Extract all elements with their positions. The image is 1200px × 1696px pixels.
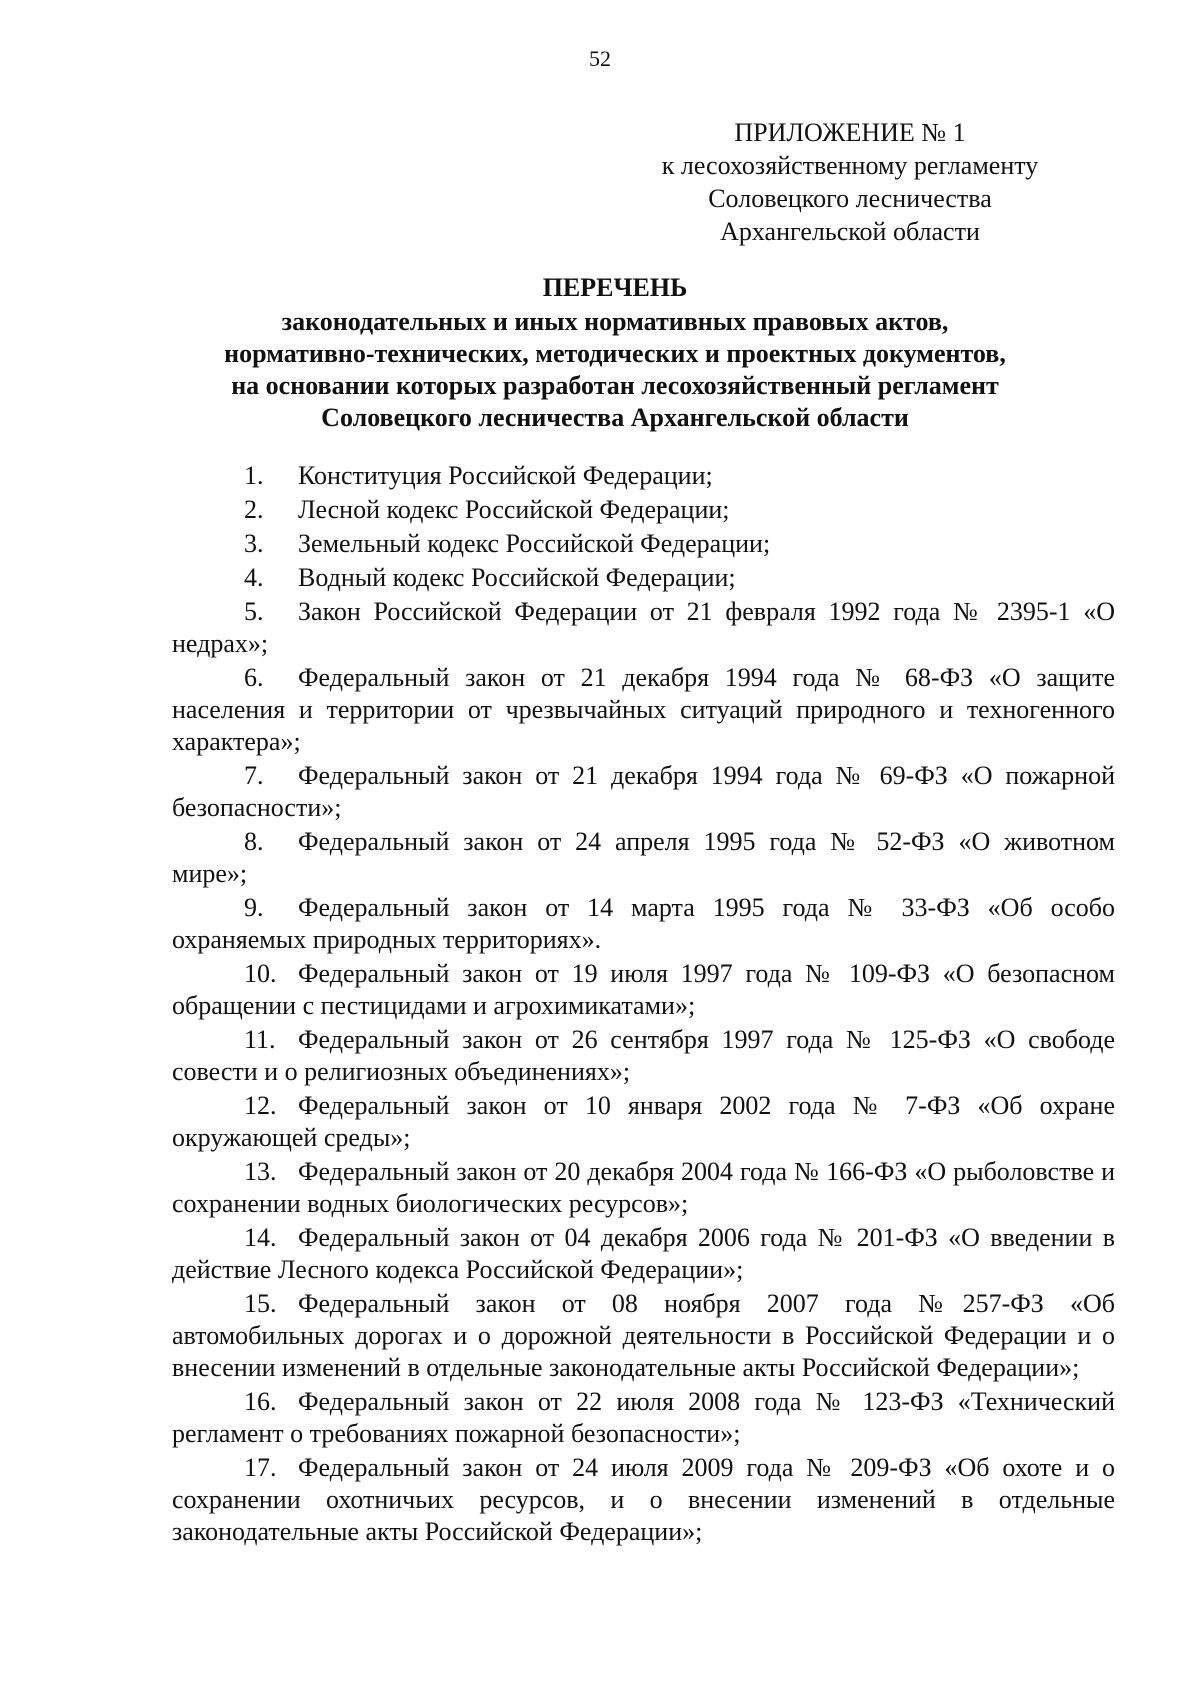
heading-line: нормативно-технических, методических и проектных документов, bbox=[224, 339, 1006, 368]
item-text: Федеральный закон от 21 декабря 1994 года № 69-ФЗ «О пожарной безопасности»; bbox=[172, 761, 1115, 822]
list-item bbox=[172, 1288, 1115, 1384]
item-text: Закон Российской Федерации от 21 февраля 1992 года № 2395-1 «О недрах»; bbox=[172, 597, 1115, 658]
appendix-line: Архангельской области bbox=[720, 217, 980, 246]
list-item bbox=[172, 1452, 1115, 1548]
item-number: 13. bbox=[244, 1157, 277, 1186]
item-text: Федеральный закон от 24 июля 2009 года № 209-ФЗ «Об охоте и о сохранении охотничьих ресурсов, и о внесении изменений в отдельные законодательные акты Российской Федерации»; bbox=[172, 1453, 1115, 1546]
list-item bbox=[172, 662, 1115, 758]
item-number: 4. bbox=[244, 563, 264, 592]
heading-line: на основании которых разработан лесохозяйственный регламент bbox=[231, 371, 999, 400]
legal-acts-list bbox=[172, 460, 1115, 1550]
item-text: Федеральный закон от 19 июля 1997 года № 109-ФЗ «О безопасном обращении с пестицидами и агрохимикатами»; bbox=[172, 959, 1115, 1020]
list-item bbox=[172, 596, 1115, 660]
list-item bbox=[172, 460, 1115, 492]
heading-title: ПЕРЕЧЕНЬ bbox=[542, 273, 688, 302]
item-number: 10. bbox=[244, 959, 277, 988]
item-text: Земельный кодекс Российской Федерации; bbox=[298, 529, 771, 558]
item-text: Федеральный закон от 08 ноября 2007 года №257-ФЗ «Об автомобильных дорогах и о дорожной деятельности в Российской Федерации и о внесении изменений в отдельные законодательные акты Российской Федерации»; bbox=[172, 1289, 1115, 1382]
item-text: Федеральный закон от 22 июля 2008 года № 123-ФЗ «Технический регламент о требованиях пожарной безопасности»; bbox=[172, 1387, 1115, 1448]
appendix-line: Соловецкого лесничества bbox=[708, 184, 992, 213]
item-text: Федеральный закон от 04 декабря 2006 года № 201-ФЗ «О введении в действие Лесного кодекса Российской Федерации»; bbox=[172, 1223, 1115, 1284]
list-item bbox=[172, 958, 1115, 1022]
list-item bbox=[172, 1024, 1115, 1088]
appendix-block bbox=[590, 116, 1110, 248]
list-item bbox=[172, 826, 1115, 890]
list-item bbox=[172, 562, 1115, 594]
item-number: 3. bbox=[244, 529, 264, 558]
list-item bbox=[172, 892, 1115, 956]
item-number: 14. bbox=[244, 1223, 277, 1252]
list-item bbox=[172, 528, 1115, 560]
list-item bbox=[172, 760, 1115, 824]
item-text: Лесной кодекс Российской Федерации; bbox=[298, 495, 730, 524]
item-text: Федеральный закон от 21 декабря 1994 года № 68-ФЗ «О защите населения и территории от чрезвычайных ситуаций природного и техногенного характера»; bbox=[172, 663, 1115, 756]
item-number: 9. bbox=[244, 893, 264, 922]
item-number: 11. bbox=[244, 1025, 276, 1054]
list-item bbox=[172, 1386, 1115, 1450]
item-number: 16. bbox=[244, 1387, 277, 1416]
item-number: 8. bbox=[244, 827, 264, 856]
heading-line: Соловецкого лесничества Архангельской области bbox=[321, 403, 909, 432]
item-number: 1. bbox=[244, 461, 264, 490]
item-number: 2. bbox=[244, 495, 264, 524]
item-text: Конституция Российской Федерации; bbox=[298, 461, 713, 490]
list-item bbox=[172, 494, 1115, 526]
document-heading bbox=[150, 272, 1080, 434]
page-number: 52 bbox=[589, 46, 611, 71]
appendix-line: к лесохозяйственному регламенту bbox=[661, 151, 1039, 180]
item-text: Водный кодекс Российской Федерации; bbox=[298, 563, 736, 592]
item-text: Федеральный закон от 14 марта 1995 года № 33-ФЗ «Об особо охраняемых природных территориях». bbox=[172, 893, 1115, 954]
item-number: 15. bbox=[244, 1289, 277, 1318]
list-item bbox=[172, 1090, 1115, 1154]
item-number: 6. bbox=[244, 663, 264, 692]
item-number: 12. bbox=[244, 1091, 277, 1120]
appendix-title: ПРИЛОЖЕНИЕ № 1 bbox=[734, 118, 966, 147]
item-number: 7. bbox=[244, 761, 264, 790]
item-text: Федеральный закон от 10 января 2002 года № 7-ФЗ «Об охране окружающей среды»; bbox=[172, 1091, 1115, 1152]
heading-line: законодательных и иных нормативных правовых актов, bbox=[281, 307, 949, 336]
item-text: Федеральный закон от 24 апреля 1995 года № 52-ФЗ «О животном мире»; bbox=[172, 827, 1115, 888]
list-item bbox=[172, 1222, 1115, 1286]
item-text: Федеральный закон от 20 декабря 2004 года № 166-ФЗ «О рыболовстве и сохранении водных биологических ресурсов»; bbox=[172, 1157, 1115, 1218]
item-text: Федеральный закон от 26 сентября 1997 года № 125-ФЗ «О свободе совести и о религиозных объединениях»; bbox=[172, 1025, 1115, 1086]
list-item bbox=[172, 1156, 1115, 1220]
item-number: 5. bbox=[244, 597, 264, 626]
item-number: 17. bbox=[244, 1453, 277, 1482]
